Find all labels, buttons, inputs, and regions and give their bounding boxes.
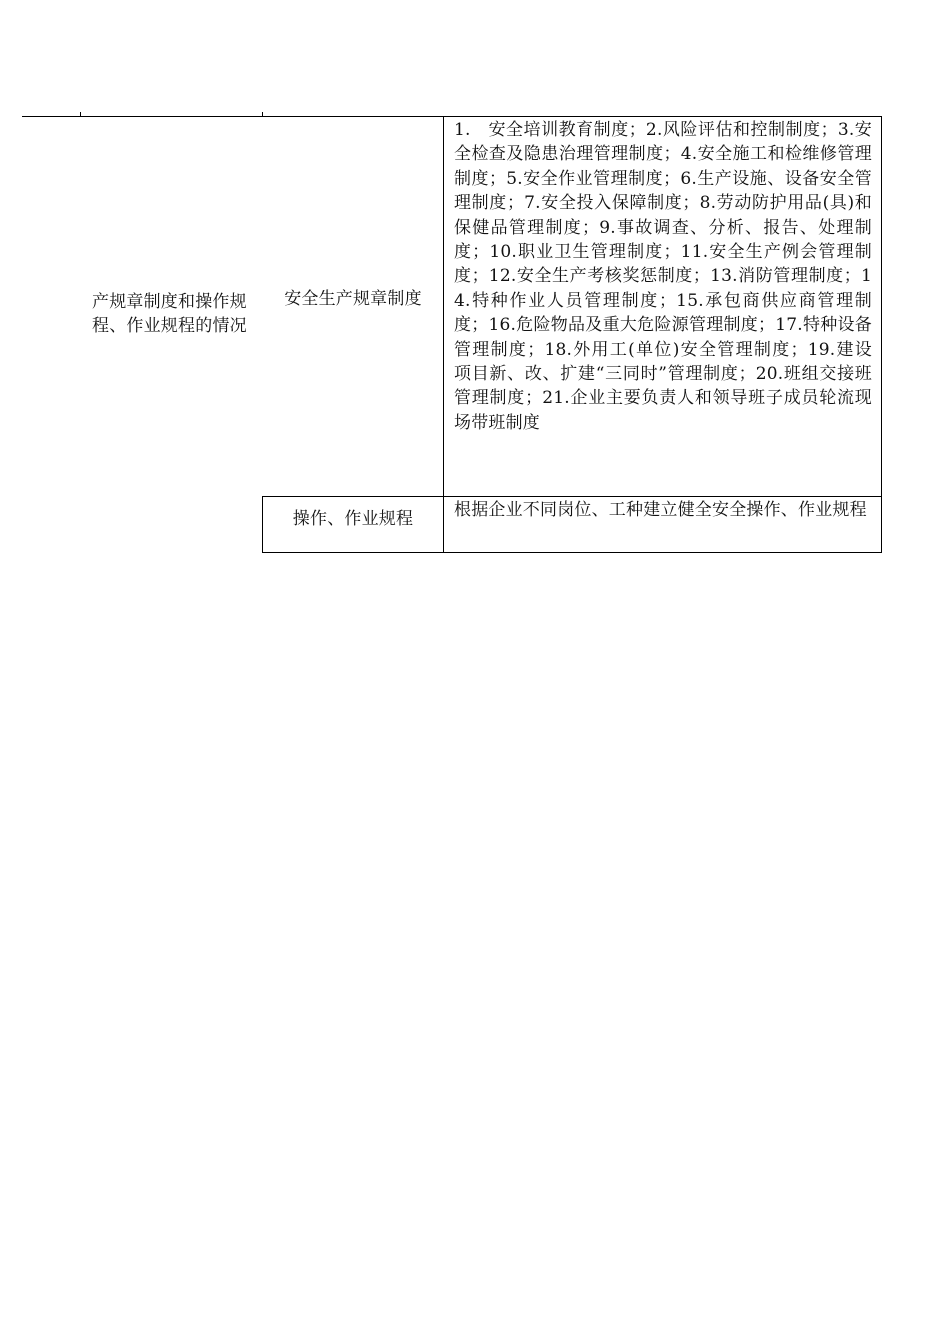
- label-column-left-border: [262, 496, 263, 553]
- header-tick-mark: [262, 112, 263, 116]
- row-content-operating-procedures: 根据企业不同岗位、工种建立健全安全操作、作业规程: [454, 500, 867, 520]
- row-separator: [262, 496, 882, 497]
- table-right-border: [881, 116, 882, 553]
- category-cell: 产规章制度和操作规程、作业规程的情况: [92, 292, 247, 337]
- header-tick-mark: [80, 112, 81, 116]
- row-content-safety-regulations: 1. 安全培训教育制度；2.风险评估和控制制度；3.安全检查及隐患治理管理制度；4.安全施工和检维修管理制度；5.安全作业管理制度；6.生产设施、设备安全管理制度；7.安全投入保障制度；8.劳动防护用品(具)和保健品管理制度；9.事故调查、分析、报告、处理制度；10.职业卫生管理制度；11.安全生产例会管理制度；12.安全生产考核奖惩制度；13.消防管理制度；14.特种作业人员管理制度；15.承包商供应商管理制度；16.危险物品及重大危险源管理制度；17.特种设备管理制度；18.外用工(单位)安全管理制度；19.建设 项目新、改、扩建“三同时”管理制度；20.班组交接班管理制度；21.企业主要负责人和领导班子成员轮流现场带班制度: [454, 120, 872, 433]
- row-label-safety-regulations: 安全生产规章制度: [284, 289, 422, 309]
- table-top-border: [22, 116, 882, 117]
- table-bottom-border: [262, 552, 882, 553]
- content-column-left-border: [443, 116, 444, 553]
- row-label-operating-procedures: 操作、作业规程: [292, 509, 414, 529]
